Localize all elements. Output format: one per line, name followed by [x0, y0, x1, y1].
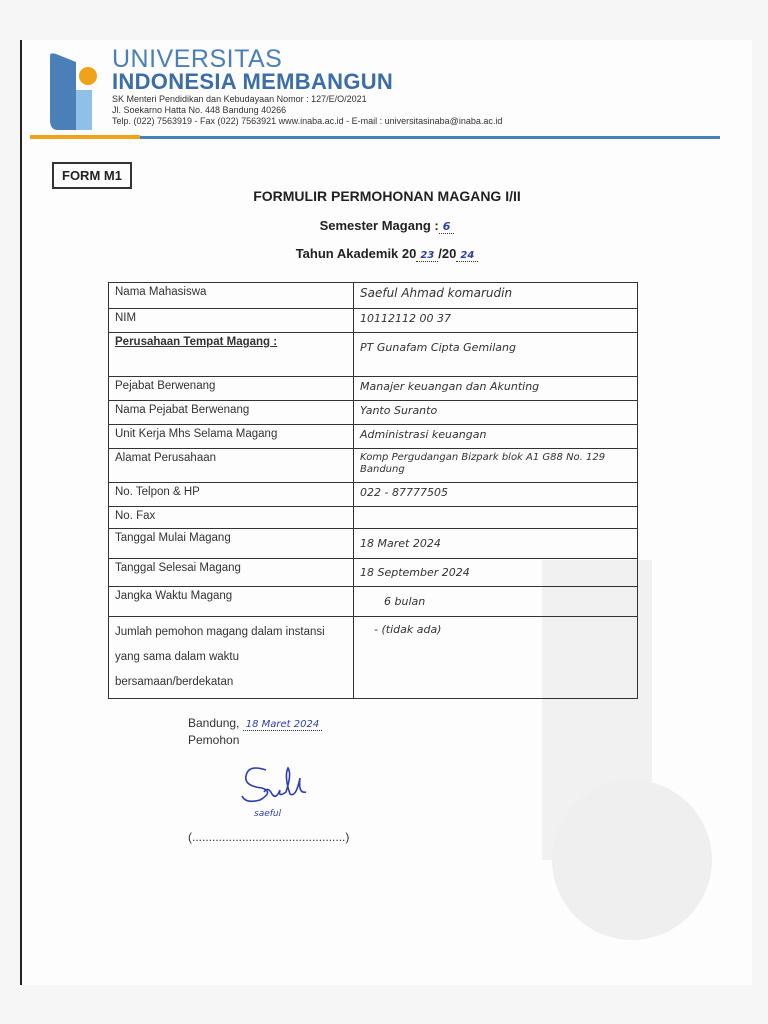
row-label: Alamat Perusahaan	[109, 449, 354, 483]
row-value: Yanto Suranto	[354, 401, 638, 425]
row-value: Komp Pergudangan Bizpark blok A1 G88 No. 129 Bandung	[354, 449, 638, 483]
divider-orange	[30, 135, 140, 139]
form-code-box: FORM M1	[52, 162, 132, 189]
divider-blue	[140, 136, 720, 139]
place-label: Bandung,	[188, 716, 240, 730]
table-row	[109, 587, 638, 617]
signature	[236, 764, 316, 822]
row-value: Manajer keuangan dan Akunting	[354, 377, 638, 401]
table-row	[109, 401, 638, 425]
place-date: 18 Maret 2024	[243, 719, 322, 731]
row-label: Jangka Waktu Magang	[109, 587, 354, 617]
table-row	[109, 617, 638, 699]
table-row	[109, 483, 638, 507]
row-value: 022 - 87777505	[354, 483, 638, 507]
row-label: Unit Kerja Mhs Selama Magang	[109, 425, 354, 449]
row-label: No. Fax	[109, 507, 354, 529]
row-value: 6 bulan	[354, 587, 638, 617]
letterhead-contact: Telp. (022) 7563919 - Fax (022) 7563921 www.inaba.ac.id - E-mail : universitasinaba@inaba.ac.id	[112, 116, 503, 126]
row-label: Pejabat Berwenang	[109, 377, 354, 401]
place-date-line	[188, 716, 322, 730]
row-label: Nama Mahasiswa	[109, 283, 354, 309]
row-value: PT Gunafam Cipta Gemilang	[354, 333, 638, 377]
tahun-value2: 24	[456, 250, 478, 262]
row-label: Jumlah pemohon magang dalam instansi yang sama dalam waktu bersamaan/berdekatan	[109, 617, 354, 699]
table-row	[109, 377, 638, 401]
letterhead-address: Jl. Soekarno Hatta No. 448 Bandung 40266	[112, 105, 287, 115]
row-value: 18 Maret 2024	[354, 529, 638, 559]
semester-label: Semester Magang :	[319, 218, 439, 233]
row-value: Saeful Ahmad komarudin	[354, 283, 638, 309]
letterhead-line1: UNIVERSITAS	[112, 45, 283, 73]
row-value: 18 September 2024	[354, 559, 638, 587]
row-label: No. Telpon & HP	[109, 483, 354, 507]
table-row	[109, 449, 638, 483]
application-table	[108, 282, 638, 699]
row-label: Tanggal Mulai Magang	[109, 529, 354, 559]
letterhead-sk: SK Menteri Pendidikan dan Kebudayaan Nomor : 127/E/O/2021	[112, 94, 367, 104]
semester-value: 6	[439, 220, 455, 234]
row-label: Tanggal Selesai Magang	[109, 559, 354, 587]
table-row	[109, 333, 638, 377]
table-row	[109, 425, 638, 449]
signature-block	[188, 716, 350, 844]
row-value	[354, 507, 638, 529]
row-value: Administrasi keuangan	[354, 425, 638, 449]
signature-name: saeful	[254, 809, 282, 819]
university-logo-icon	[46, 50, 102, 136]
tahun-sep: /20	[438, 246, 457, 261]
academic-year-line	[22, 246, 752, 261]
row-value: 10112112 00 37	[354, 309, 638, 333]
table-row	[109, 559, 638, 587]
table-row	[109, 283, 638, 309]
table-row	[109, 507, 638, 529]
form-sheet	[20, 40, 752, 985]
row-label: Nama Pejabat Berwenang	[109, 401, 354, 425]
table-row	[109, 529, 638, 559]
name-placeholder: (..............................................)	[188, 830, 350, 844]
table-row	[109, 309, 638, 333]
form-title: FORMULIR PERMOHONAN MAGANG I/II	[253, 188, 521, 204]
applicant-label: Pemohon	[188, 733, 240, 747]
row-value: - (tidak ada)	[354, 617, 638, 699]
tahun-label: Tahun Akademik 20	[295, 246, 417, 261]
tahun-value1: 23	[416, 250, 438, 262]
signature-icon	[236, 764, 316, 806]
letterhead-line2: INDONESIA MEMBANGUN	[112, 69, 394, 94]
row-label: Perusahaan Tempat Magang :	[109, 333, 354, 377]
semester-line	[22, 218, 752, 233]
row-label: NIM	[109, 309, 354, 333]
